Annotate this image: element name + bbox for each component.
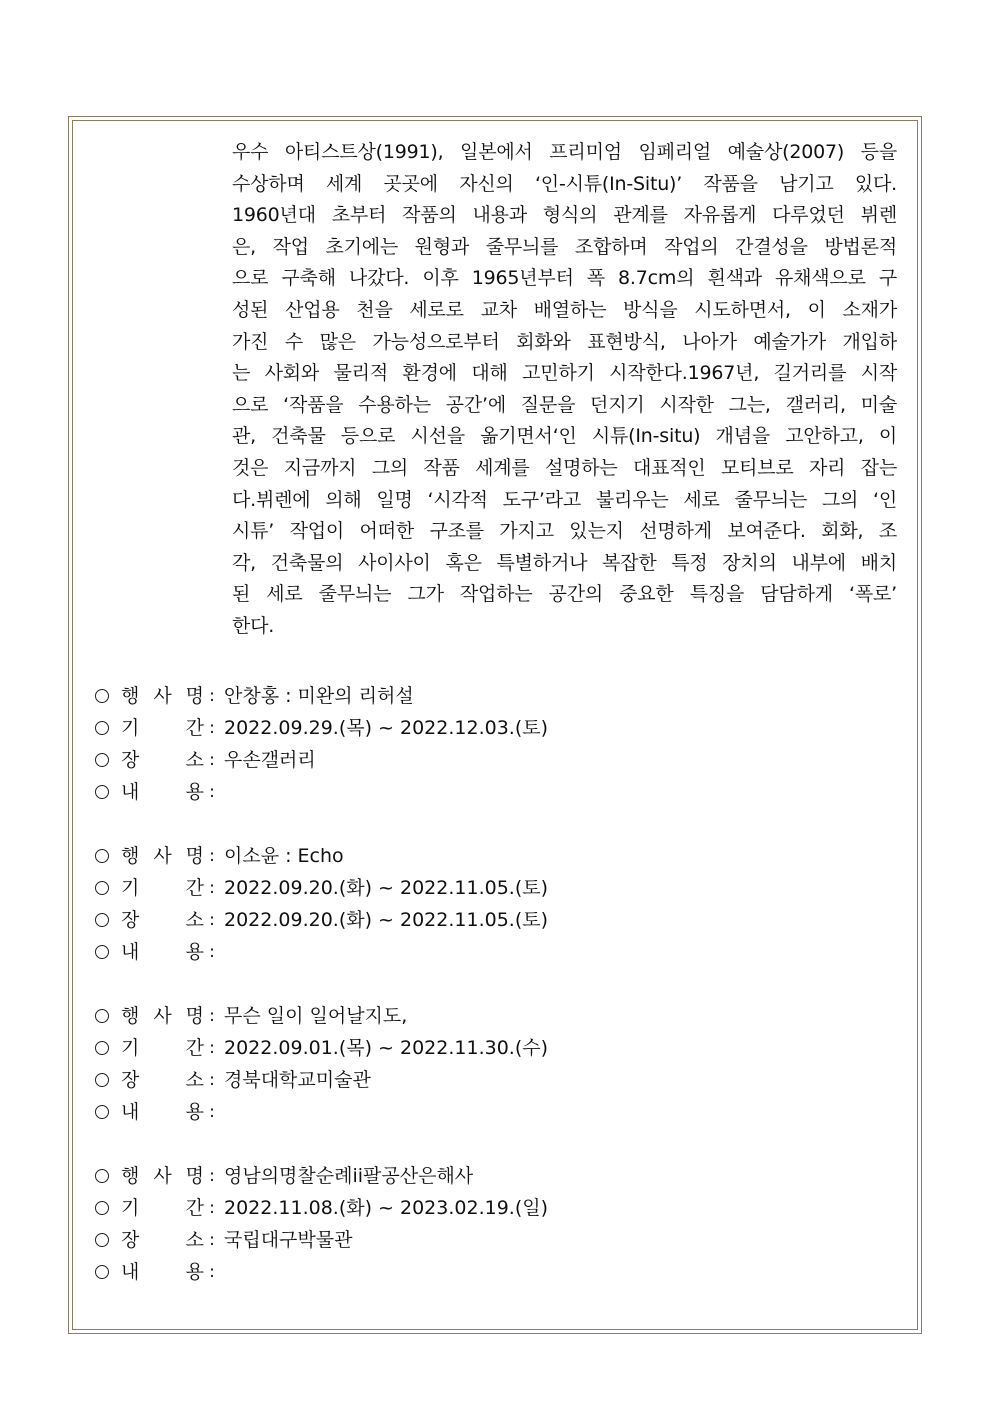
colon: : (209, 910, 215, 930)
paragraph-line: 우수 아티스트상(1991), 일본에서 프리미엄 임페리얼 예술상(2007) 등을 (232, 141, 897, 163)
paragraph-line: 으로 구축해 나갔다. 이후 1965년부터 폭 8.7cm의 흰색과 유채색으로 구 (232, 267, 897, 290)
label-char: 기 (121, 717, 140, 739)
colon: : (209, 718, 215, 738)
label-char: 장 (121, 909, 140, 931)
label-char: 간 (185, 1197, 204, 1219)
event-period-label (121, 712, 204, 744)
circle-bullet-icon (95, 753, 109, 767)
artist-description-paragraph (232, 137, 897, 643)
circle-bullet-icon (95, 1041, 109, 1055)
label-char: 내 (121, 1101, 140, 1123)
event-block (95, 840, 548, 968)
paragraph-line: 시튜’ 작업이 어떠한 구조를 가지고 있는지 선명하게 보여준다. 회화, 조 (232, 520, 897, 543)
circle-bullet-icon (95, 689, 109, 703)
event-place-label (121, 744, 204, 776)
paragraph-line: 1960년대 초부터 작품의 내용과 형식의 관계를 자유롭게 다루었던 뷔렌 (232, 204, 897, 227)
event-place-row (95, 1064, 548, 1096)
event-name-value: 이소윤 : Echo (224, 845, 344, 867)
label-char: 사 (153, 845, 172, 867)
circle-bullet-icon (95, 1169, 109, 1183)
label-char: 행 (121, 1165, 140, 1187)
event-place-label (121, 1064, 204, 1096)
colon: : (209, 686, 215, 706)
paragraph-line: 다.뷔렌에 의해 일명 ‘시각적 도구’라고 불리우는 세로 줄무늬는 그의 ‘인 (232, 488, 897, 511)
paragraph-line: 것은 지금까지 그의 작품 세계를 설명하는 대표적인 모티브로 자리 잡는 (232, 456, 897, 479)
colon: : (209, 1262, 215, 1282)
circle-bullet-icon (95, 1233, 109, 1247)
event-period-value: 2022.09.01.(목) ~ 2022.11.30.(수) (224, 1037, 549, 1059)
event-name-row (95, 840, 548, 872)
event-period-row (95, 1032, 548, 1064)
event-period-value: 2022.11.08.(화) ~ 2023.02.19.(일) (224, 1197, 549, 1219)
colon: : (209, 1166, 215, 1186)
label-char: 용 (185, 1101, 204, 1123)
event-place-value: 국립대구박물관 (224, 1229, 353, 1251)
event-block (95, 680, 548, 808)
event-place-label (121, 904, 204, 936)
colon: : (209, 942, 215, 962)
circle-bullet-icon (95, 849, 109, 863)
event-content-row (95, 936, 548, 968)
event-content-label (121, 1256, 204, 1288)
event-period-row (95, 872, 548, 904)
event-name-row (95, 680, 548, 712)
label-char: 용 (185, 781, 204, 803)
event-block (95, 1000, 548, 1128)
paragraph-line: 으로 ‘작품을 수용하는 공간’에 질문을 던지기 시작한 그는, 갤러리, 미술 (232, 393, 897, 416)
event-name-label (121, 1000, 204, 1032)
event-name-label (121, 680, 204, 712)
event-content-row (95, 776, 548, 808)
label-char: 행 (121, 1005, 140, 1027)
paragraph-line: 가진 수 많은 가능성으로부터 회화와 표현방식, 나아가 예술가가 개입하 (232, 330, 897, 353)
colon: : (209, 1070, 215, 1090)
event-content-label (121, 936, 204, 968)
label-char: 용 (185, 941, 204, 963)
label-char: 내 (121, 941, 140, 963)
event-place-row (95, 744, 548, 776)
event-period-label (121, 872, 204, 904)
label-char: 기 (121, 877, 140, 899)
colon: : (209, 782, 215, 802)
label-char: 소 (185, 1069, 204, 1091)
label-char: 명 (185, 1165, 204, 1187)
event-period-value: 2022.09.29.(목) ~ 2022.12.03.(토) (224, 717, 549, 739)
event-name-value: 안창홍 : 미완의 리허설 (224, 685, 414, 707)
label-char: 내 (121, 781, 140, 803)
event-content-row (95, 1096, 548, 1128)
label-char: 명 (185, 1005, 204, 1027)
label-char: 소 (185, 749, 204, 771)
label-char: 간 (185, 877, 204, 899)
circle-bullet-icon (95, 945, 109, 959)
paragraph-line: 된 세로 줄무늬는 그가 작업하는 공간의 중요한 특징을 담담하게 ‘폭로’ (232, 583, 897, 606)
label-char: 간 (185, 1037, 204, 1059)
event-content-label (121, 1096, 204, 1128)
event-name-label (121, 840, 204, 872)
label-char: 간 (185, 717, 204, 739)
circle-bullet-icon (95, 1009, 109, 1023)
event-name-row (95, 1000, 548, 1032)
event-content-label (121, 776, 204, 808)
label-char: 사 (153, 1165, 172, 1187)
event-name-value: 영남의명찰순례ii팔공산은해사 (224, 1165, 474, 1187)
circle-bullet-icon (95, 881, 109, 895)
colon: : (209, 1102, 215, 1122)
colon: : (209, 1198, 215, 1218)
event-content-row (95, 1256, 548, 1288)
event-place-value: 우손갤러리 (224, 749, 316, 771)
circle-bullet-icon (95, 721, 109, 735)
circle-bullet-icon (95, 785, 109, 799)
paragraph-line: 관, 건축물 등으로 시선을 옮기면서‘인 시튜(In-situ) 개념을 고안하고, 이 (232, 425, 897, 448)
event-place-value: 경북대학교미술관 (224, 1069, 371, 1091)
paragraph-line: 은, 작업 초기에는 원형과 줄무늬를 조합하며 작업의 간결성을 방법론적 (232, 235, 897, 258)
event-period-value: 2022.09.20.(화) ~ 2022.11.05.(토) (224, 877, 549, 899)
event-place-label (121, 1224, 204, 1256)
label-char: 장 (121, 1069, 140, 1091)
event-block (95, 1160, 548, 1288)
colon: : (209, 1230, 215, 1250)
colon: : (209, 878, 215, 898)
event-name-row (95, 1160, 548, 1192)
paragraph-line: 수상하며 세계 곳곳에 자신의 ‘인-시튜(In-Situ)’ 작품을 남기고 있다. (232, 172, 897, 195)
label-char: 사 (153, 685, 172, 707)
paragraph-line: 한다. (232, 614, 275, 637)
paragraph-line: 각, 건축물의 사이사이 혹은 특별하거나 복잡한 특정 장치의 내부에 배치 (232, 551, 897, 574)
paragraph-line: 성된 산업용 천을 세로로 교차 배열하는 방식을 시도하면서, 이 소재가 (232, 298, 897, 321)
event-place-row (95, 904, 548, 936)
colon: : (209, 846, 215, 866)
label-char: 명 (185, 845, 204, 867)
colon: : (209, 750, 215, 770)
label-char: 명 (185, 685, 204, 707)
event-place-row (95, 1224, 548, 1256)
label-char: 내 (121, 1261, 140, 1283)
event-name-label (121, 1160, 204, 1192)
circle-bullet-icon (95, 1073, 109, 1087)
label-char: 소 (185, 909, 204, 931)
event-place-value: 2022.09.20.(화) ~ 2022.11.05.(토) (224, 909, 549, 931)
paragraph-line: 는 사회와 물리적 환경에 대해 고민하기 시작한다.1967년, 길거리를 시작 (232, 362, 897, 385)
label-char: 장 (121, 1229, 140, 1251)
event-period-label (121, 1192, 204, 1224)
colon: : (209, 1038, 215, 1058)
label-char: 행 (121, 685, 140, 707)
event-period-label (121, 1032, 204, 1064)
label-char: 사 (153, 1005, 172, 1027)
label-char: 행 (121, 845, 140, 867)
circle-bullet-icon (95, 1105, 109, 1119)
label-char: 용 (185, 1261, 204, 1283)
circle-bullet-icon (95, 913, 109, 927)
circle-bullet-icon (95, 1265, 109, 1279)
label-char: 장 (121, 749, 140, 771)
event-name-value: 무슨 일이 일어날지도, (224, 1005, 408, 1027)
event-period-row (95, 1192, 548, 1224)
colon: : (209, 1006, 215, 1026)
circle-bullet-icon (95, 1201, 109, 1215)
label-char: 기 (121, 1197, 140, 1219)
label-char: 소 (185, 1229, 204, 1251)
label-char: 기 (121, 1037, 140, 1059)
event-period-row (95, 712, 548, 744)
